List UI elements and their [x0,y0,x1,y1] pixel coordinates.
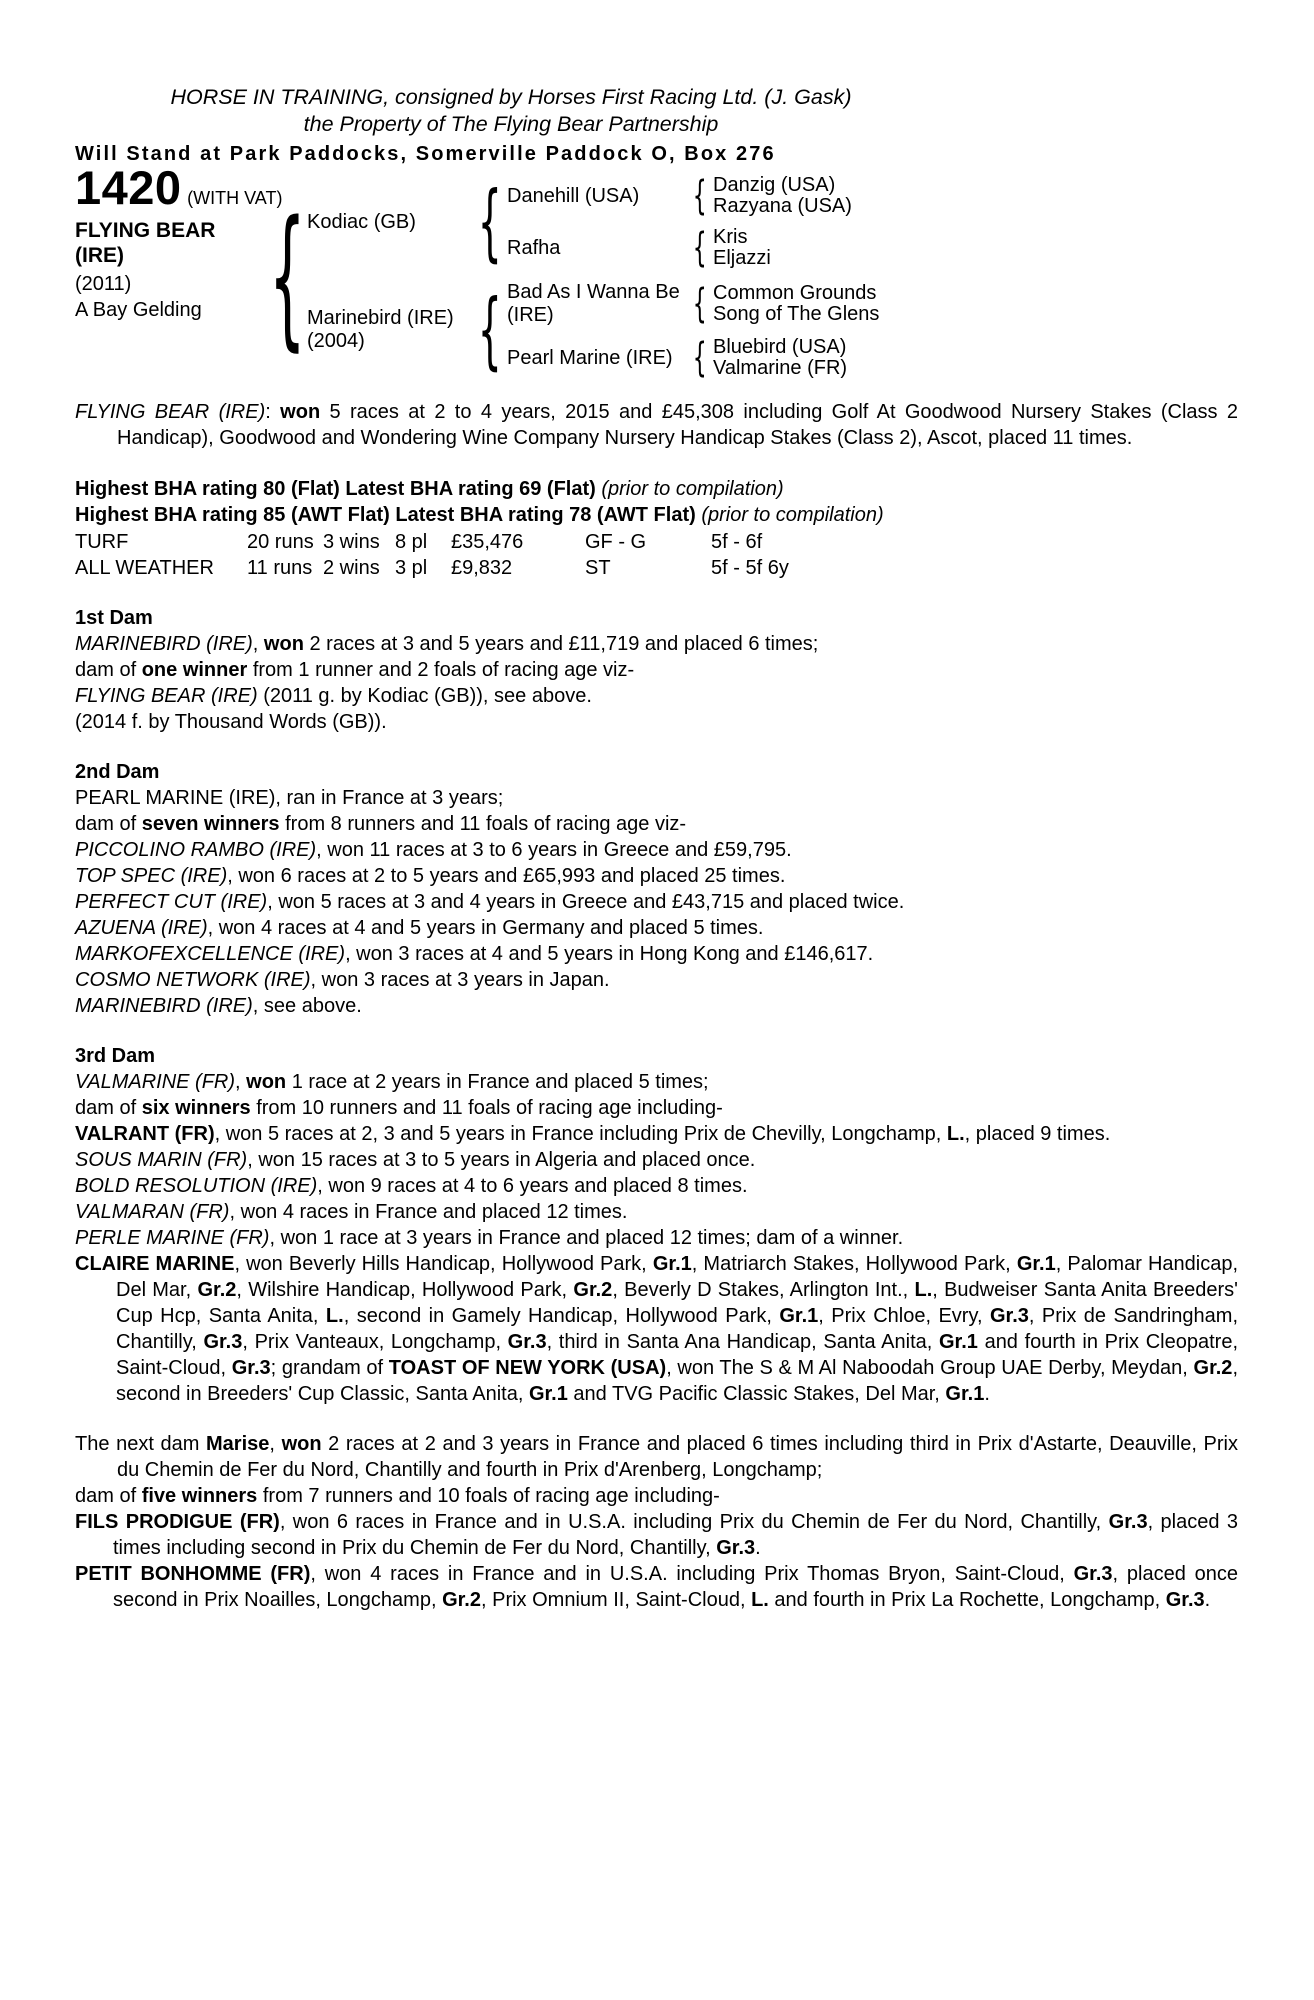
table-cell: 5f - 6f [711,531,763,553]
vat-note: (WITH VAT) [187,188,283,208]
progeny-line: FLYING BEAR (IRE) (2011 g. by Kodiac (GB)), see above. [75,685,592,707]
grandparent-name: Razyana (USA) [713,195,852,217]
dam1-produce-summary: dam of one winner from 1 runner and 2 foals of racing age viz- [75,659,635,681]
pedigree-brace [687,284,713,324]
table-cell: 2 wins [323,557,380,579]
progeny-line: VALRANT (FR), won 5 races at 2, 3 and 5 years in France including Prix de Chevilly, Longchamp, L., placed 9 times. [75,1123,1111,1145]
horse-name: FLYING BEAR (IRE) [75,219,216,267]
grandparent-name: Danzig (USA) [713,174,836,196]
progeny-line: PICCOLINO RAMBO (IRE), won 11 races at 3 to 6 years in Greece and £59,795. [75,839,792,861]
dam1-race-record: MARINEBIRD (IRE), won 2 races at 3 and 5 years and £11,719 and placed 6 times; [75,633,819,655]
dam-dam-name: Pearl Marine (IRE) [507,346,673,369]
dam-branch [307,281,917,379]
sire-dam-branch [507,227,917,269]
pedigree-brace [687,338,713,378]
page-header [75,84,947,167]
lot-block [75,161,283,323]
progeny-line: SOUS MARIN (FR), won 15 races at 3 to 5 years in Algeria and placed once. [75,1149,756,1171]
bha-rating-awt: Highest BHA rating 85 (AWT Flat) Latest BHA rating 78 (AWT Flat) (prior to compilation) [75,504,884,526]
section-heading-3rd-dam: 3rd Dam [75,1045,156,1067]
race-statistics-table [75,529,1238,581]
dam2-produce-summary: dam of seven winners from 8 runners and 11 foals of racing age viz- [75,813,687,835]
grandparent-name: Valmarine (FR) [713,357,848,379]
table-row-turf [75,529,1238,555]
progeny-line: MARINEBIRD (IRE), see above. [75,995,362,1017]
dam3-produce-summary: dam of six winners from 10 runners and 11 foals of racing age including- [75,1097,723,1119]
progeny-line-fils-prodigue: FILS PRODIGUE (FR), won 6 races in France and in U.S.A. including Prix du Chemin de Fer du Nord, Chantilly, Gr.3, placed 3 times including second in Prix du Chemin de Fer du Nord, Chantilly, Gr.3. [75,1511,1239,1559]
table-cell: ALL WEATHER [75,557,214,579]
table-cell: 3 wins [323,531,380,553]
grandparent-name: Eljazzi [713,247,771,269]
next-dam-produce-summary: dam of five winners from 7 runners and 10 foals of racing age including- [75,1485,720,1507]
pedigree-brace [473,180,507,264]
sire-dam-name: Rafha [507,236,561,259]
pedigree-brace [687,176,713,216]
dam-dam-branch [507,337,917,379]
lot-line [75,161,283,214]
pedigree-brace [267,201,307,353]
table-cell: 11 runs [247,557,313,579]
table-cell: TURF [75,531,129,553]
sire-branch [307,175,917,269]
sire-name: Kodiac (GB) [307,210,416,233]
progeny-line: TOP SPEC (IRE), won 6 races at 2 to 5 years and £65,993 and placed 25 times. [75,865,786,887]
progeny-line: MARKOFEXCELLENCE (IRE), won 3 races at 4 and 5 years in Hong Kong and £146,617. [75,943,874,965]
table-cell: £35,476 [451,531,524,553]
progeny-line-petit-bonhomme: PETIT BONHOMME (FR), won 4 races in France and in U.S.A. including Prix Thomas Bryon, Saint-Cloud, Gr.3, placed once second in Prix Noailles, Longchamp, Gr.2, Prix Omnium II, Saint-Cloud, L. and fourth in Prix La Rochette, Longchamp, Gr.3. [75,1563,1239,1611]
pedigree-brace [473,288,507,372]
progeny-line: COSMO NETWORK (IRE), won 3 races at 3 years in Japan. [75,969,610,991]
progeny-line: PERFECT CUT (IRE), won 5 races at 3 and 4 years in Greece and £43,715 and placed twice. [75,891,905,913]
table-row-all-weather [75,555,1238,581]
progeny-line: VALMARAN (FR), won 4 races in France and placed 12 times. [75,1201,628,1223]
progeny-line: BOLD RESOLUTION (IRE), won 9 races at 4 to 6 years and placed 8 times. [75,1175,748,1197]
progeny-line: AZUENA (IRE), won 4 races at 4 and 5 years in Germany and placed 5 times. [75,917,764,939]
dam3-race-record: VALMARINE (FR), won 1 race at 2 years in France and placed 5 times; [75,1071,709,1093]
stabling-location-line: Will Stand at Park Paddocks, Somerville Paddock O, Box 276 [75,143,776,165]
progeny-line: PERLE MARINE (FR), won 1 race at 3 years in France and placed 12 times; dam of a winner. [75,1227,904,1249]
grandparent-name: Common Grounds [713,282,877,304]
next-dam-paragraph: The next dam Marise, won 2 races at 2 and 3 years in France and placed 6 times including third in Prix d'Astarte, Deauville, Prix du Chemin de Fer du Nord, Chantilly and fourth in Prix d'Arenberg, Longchamp; [75,1433,1239,1481]
sire-sire-branch [507,175,917,217]
progeny-line-claire-marine: CLAIRE MARINE, won Beverly Hills Handicap, Hollywood Park, Gr.1, Matriarch Stakes, Hollywood Park, Gr.1, Palomar Handicap, Del Mar, Gr.2, Wilshire Handicap, Hollywood Park, Gr.2, Beverly D Stakes, Arlington Int., L., Budweiser Santa Anita Breeders' Cup Hcp, Santa Anita, L., second in Gamely Handicap, Hollywood Park, Gr.1, Prix Chloe, Evry, Gr.3, Prix de Sandringham, Chantilly, Gr.3, Prix Vanteaux, Longchamp, Gr.3, third in Santa Ana Handicap, Santa Anita, Gr.1 and fourth in Prix Cleopatre, Saint-Cloud, Gr.3; grandam of TOAST OF NEW YORK (USA), won The S & M Al Naboodah Group UAE Derby, Meydan, Gr.2, second in Breeders' Cup Classic, Santa Anita, Gr.1 and TVG Pacific Classic Stakes, Del Mar, Gr.1. [75,1253,1239,1405]
pedigree-tree [267,175,917,379]
table-cell: 3 pl [395,557,428,579]
foal-year: (2011) [75,273,132,295]
bha-rating-flat: Highest BHA rating 80 (Flat) Latest BHA rating 69 (Flat) (prior to compilation) [75,478,784,500]
ratings-block [75,476,1238,528]
table-cell: ST [585,557,611,579]
consignor-line: HORSE IN TRAINING, consigned by Horses First Racing Ltd. (J. Gask) [170,85,852,109]
progeny-line: (2014 f. by Thousand Words (GB)). [75,711,387,733]
catalog-body [75,399,1238,1613]
table-cell: 8 pl [395,531,428,553]
dam-name: Marinebird (IRE) (2004) [307,307,454,352]
race-record-paragraph: FLYING BEAR (IRE): won 5 races at 2 to 4 years, 2015 and £45,308 including Golf At Goodwood Nursery Stakes (Class 2 Handicap), Goodwood and Wondering Wine Company Nursery Handicap Stakes (Class 2), Ascot, placed 11 times. [75,401,1238,449]
table-cell: £9,832 [451,557,513,579]
grandparent-name: Kris [713,226,748,248]
pedigree-section [75,161,1238,379]
dam-sire-branch [507,281,917,327]
lot-number: 1420 [75,161,182,214]
table-cell: 20 runs [247,531,314,553]
sire-sire-name: Danehill (USA) [507,184,640,207]
grandparent-name: Bluebird (USA) [713,336,847,358]
grandparent-name: Song of The Glens [713,303,880,325]
section-heading-2nd-dam: 2nd Dam [75,761,160,783]
horse-description: A Bay Gelding [75,299,202,321]
table-cell: GF - G [585,531,647,553]
property-line: the Property of The Flying Bear Partnership [303,112,719,136]
dam2-race-record: PEARL MARINE (IRE), ran in France at 3 years; [75,787,504,809]
dam-sire-name: Bad As I Wanna Be (IRE) [507,281,680,326]
section-heading-1st-dam: 1st Dam [75,607,153,629]
pedigree-brace [687,228,713,268]
table-cell: 5f - 5f 6y [711,557,789,579]
